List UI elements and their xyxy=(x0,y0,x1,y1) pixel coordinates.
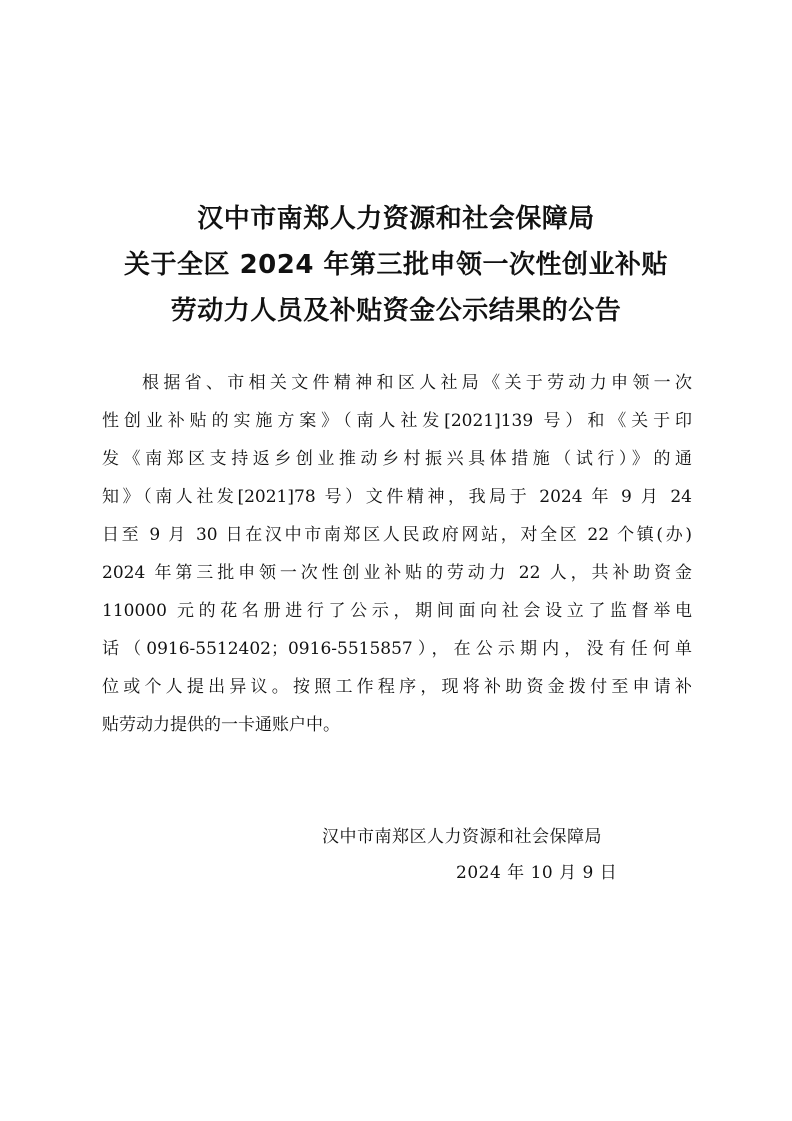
body-line-1: 根据省、市相关文件精神和区人社局《关于劳动力申领一次 xyxy=(142,373,692,393)
body-line-10: 贴劳动力提供的一卡通账户中。 xyxy=(102,715,340,735)
body-line-7: 110000 元的花名册进行了公示，期间面向社会设立了监督举电 xyxy=(102,601,692,621)
announcement-title xyxy=(60,196,732,334)
body-line-2: 性创业补贴的实施方案》（南人社发[2021]139 号）和《关于印 xyxy=(102,411,692,431)
body-line-6: 2024 年第三批申领一次性创业补贴的劳动力 22 人，共补助资金 xyxy=(102,563,692,583)
title-line-3: 劳动力人员及补贴资金公示结果的公告 xyxy=(170,296,622,326)
body-line-9: 位或个人提出异议。按照工作程序，现将补助资金拨付至申请补 xyxy=(102,677,692,697)
body-line-3: 发《南郑区支持返乡创业推动乡村振兴具体措施（试行）》的通 xyxy=(102,449,692,469)
body-line-8: 话（0916-5512402；0916-5515857），在公示期内，没有任何单 xyxy=(102,639,692,659)
body-line-4: 知》（南人社发[2021]78 号）文件精神，我局于 2024 年 9 月 24 xyxy=(102,487,692,507)
title-line-2: 关于全区 2024 年第三批申领一次性创业补贴 xyxy=(124,250,668,280)
body-line-5: 日至 9 月 30 日在汉中市南郑区人民政府网站，对全区 22 个镇(办) xyxy=(102,525,692,545)
title-line-1: 汉中市南郑人力资源和社会保障局 xyxy=(197,204,595,234)
signature-organization: 汉中市南郑区人力资源和社会保障局 xyxy=(322,827,602,847)
announcement-body xyxy=(102,364,692,744)
signature-date: 2024 年 10 月 9 日 xyxy=(456,863,618,883)
